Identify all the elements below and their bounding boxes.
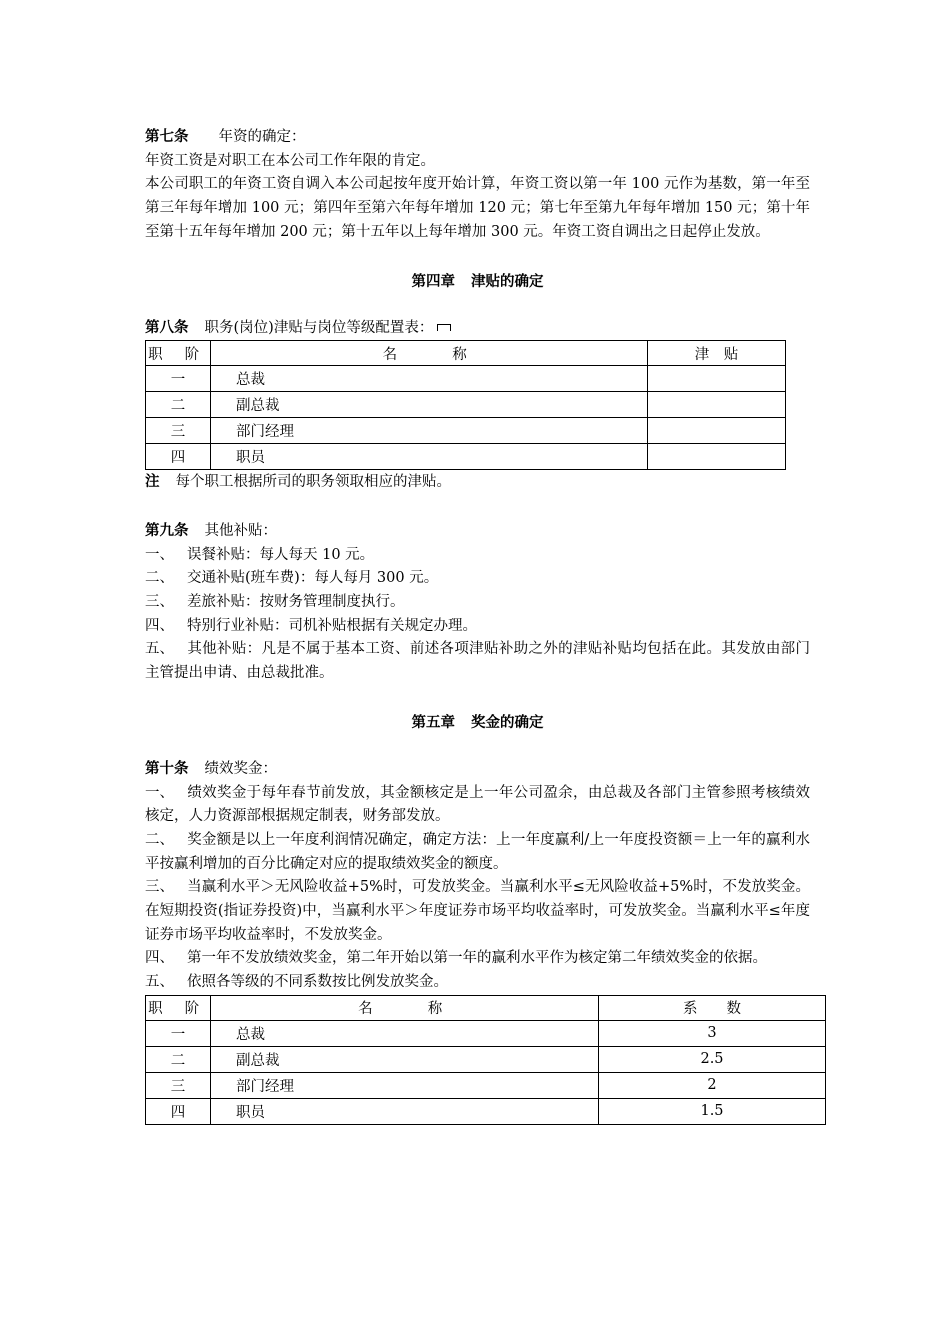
table-row: 二 副总裁: [146, 392, 786, 418]
anchor-mark-icon: [437, 324, 451, 331]
chapter-5-heading: 第五章 奖金的确定: [411, 713, 544, 731]
table-row: 三 部门经理: [146, 418, 786, 444]
table-row: 四 职员 1.5: [146, 1098, 826, 1124]
list-item: 二、 交通补贴(班车费)：每人每月 300 元。: [145, 570, 439, 587]
article-7-heading-text: 年资的确定：: [218, 129, 306, 145]
chapter-4-heading: 第四章 津贴的确定: [411, 272, 544, 290]
table-row: 二 副总裁 2.5: [146, 1046, 826, 1072]
list-item: 四、 第一年不发放绩效奖金，第二年开始以第一年的赢利水平作为核定第二年绩效奖金的依据。: [145, 950, 767, 967]
table-header-row: [146, 995, 826, 1020]
list-item: 三、 差旅补贴：按财务管理制度执行。: [145, 594, 405, 611]
allowance-table: [145, 340, 786, 470]
article-10-title: 第十条: [145, 759, 189, 777]
table-row: 三 部门经理 2: [146, 1072, 826, 1098]
list-item: 一、 绩效奖金于每年春节前发放，其金额核定是上一年公司盈余，由总裁及各部门主管参照考核绩效核定，人力资源部根据规定制表，财务部发放。: [145, 784, 810, 825]
table-row: 四 职员: [146, 444, 786, 470]
article-9-heading: 第九条 其他补贴：: [145, 521, 277, 539]
bonus-coefficient-table: [145, 995, 826, 1125]
article-8-title: 第八条: [145, 318, 189, 336]
col-coefficient-header: 系 数: [599, 995, 826, 1020]
list-item: 一、 误餐补贴：每人每天 10 元。: [145, 546, 375, 563]
article-7-para-2: 本公司职工的年资工资自调入本公司起按年度开始计算，年资工资以第一年 100 元作为基数，第一年至第三年每年增加 100 元；第四年至第六年每年增加 120 元；第七年至第九年每年增加 150 元；第十年至第十五年每年增加 200 元；第十五年以上每年增加 300 元。年资工资自调出之日起停止发放。: [145, 176, 810, 240]
article-7-title: 第七条: [145, 128, 189, 145]
col-level-header: 职 阶: [146, 341, 211, 366]
article-8-note: 注 每个职工根据所司的职务领取相应的津贴。: [145, 473, 451, 491]
list-item: 四、 特别行业补贴：司机补贴根据有关规定办理。: [145, 617, 477, 634]
article-7-para-1: 年资工资是对职工在本公司工作年限的肯定。: [145, 152, 435, 169]
article-8-heading: 第八条 职务(岗位)津贴与岗位等级配置表：: [145, 316, 810, 341]
col-name-header: 名 称: [211, 995, 599, 1020]
table-row: 一 总裁: [146, 366, 786, 392]
document-page: [145, 125, 810, 1125]
article-10-heading: 第十条 绩效奖金：: [145, 759, 277, 777]
list-item: 三、 当赢利水平＞无风险收益+5%时，可发放奖金。当赢利水平≤无风险收益+5%时，不发放奖金。在短期投资(指证券投资)中，当赢利水平＞年度证券市场平均收益率时，可发放奖金。当赢利水平≤年度证券市场平均收益率时，不发放奖金。: [145, 879, 810, 943]
list-item: 五、 依照各等级的不同系数按比例发放奖金。: [145, 974, 448, 991]
col-allowance-header: 津 贴: [648, 341, 786, 366]
article-7-heading: [145, 125, 810, 150]
table-header-row: [146, 341, 786, 366]
article-9-title: 第九条: [145, 521, 189, 539]
col-name-header: 名 称: [211, 341, 648, 366]
table-row: 一 总裁 3: [146, 1020, 826, 1046]
list-item: 五、 其他补贴：凡是不属于基本工资、前述各项津贴补助之外的津贴补贴均包括在此。其发放由部门主管提出申请、由总裁批准。: [145, 641, 810, 682]
col-level-header: 职 阶: [146, 995, 211, 1020]
list-item: 二、 奖金额是以上一年度利润情况确定，确定方法：上一年度赢利/上一年度投资额＝上一年的赢利水平按赢利增加的百分比确定对应的提取绩效奖金的额度。: [145, 831, 810, 872]
